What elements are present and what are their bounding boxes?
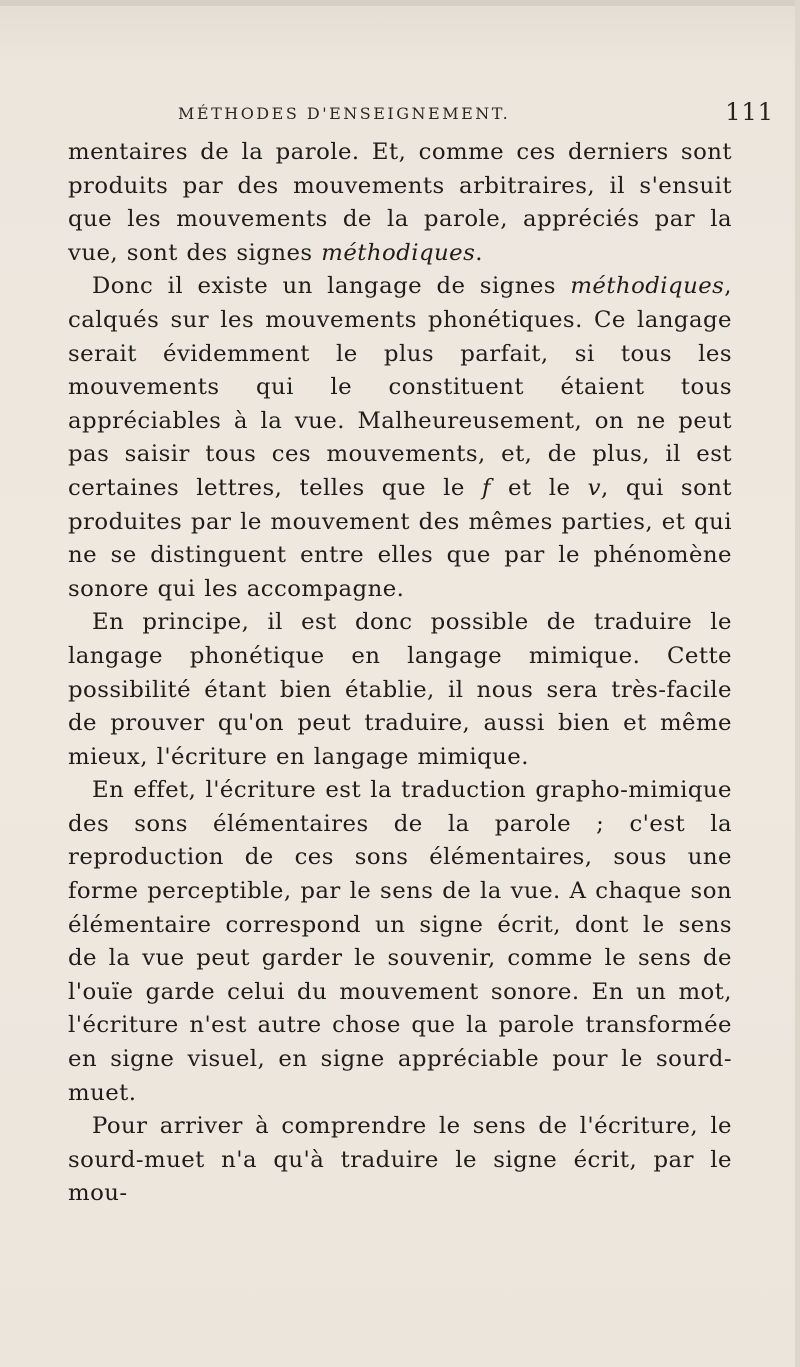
paragraph-3: En principe, il est donc possible de traduire le langage phonétique en langage mimique. Cette possibilité étant bien établie, il nous sera très-facile de prouver qu'on peut traduire, aussi bien et même mieux, l'écriture en langage mimique. [68,609,732,770]
page-number: 111 [725,98,774,126]
paragraph-2 [68,270,732,606]
running-title: MÉTHODES D'ENSEIGNEMENT. [178,104,511,123]
paragraph-2-text: Donc il existe un langage de signes [92,273,571,300]
paragraph-1-end: . [475,239,483,266]
paragraph-2-text-end: , qui sont produites par le mouvement des mêmes parties, et qui ne se distinguent entre elles que par le phénomène sonore qui les accompagne. [68,474,732,602]
italic-term: méthodiques [321,239,476,266]
paragraph-2-text-cont: , calqués sur les mouvements phonétiques. Ce langage serait évidemment le plus parfait, si tous les mouvements qui le constituent étaient tous appréciables à la vue. Malheureusement, on ne peut pas saisir tous ces mouvements, et, de plus, il est certaines lettres, telles que le [68,273,732,501]
paragraph-5: Pour arriver à comprendre le sens de l'écriture, le sourd-muet n'a qu'à traduire le signe écrit, par le mou- [68,1113,732,1207]
paragraph-1-text: mentaires de la parole. Et, comme ces derniers sont produits par des mouvements arbitraires, il s'ensuit que les mouvements de la parole, appréciés par la vue, sont des signes [68,139,732,266]
body-text [68,136,732,1211]
italic-letter-v: v [587,474,601,501]
running-head [68,98,774,136]
italic-term: méthodiques [570,273,725,300]
paragraph-1 [68,136,732,270]
italic-letter-f: f [481,474,491,501]
paragraph-2-text-and: et le [490,474,588,501]
paragraph-4: En effet, l'écriture est la traduction grapho-mimique des sons élémentaires de la parole ; c'est la reproduction de ces sons élémentaires, sous une forme perceptible, par le sens de la vue. A chaque son élémentaire correspond un signe écrit, dont le sens de la vue peut garder le souvenir, comme le sens de l'ouïe garde celui du mouvement sonore. En un mot, l'écriture n'est autre chose que la parole transformée en signe visuel, en signe appréciable pour le sourd-muet. [68,777,732,1106]
